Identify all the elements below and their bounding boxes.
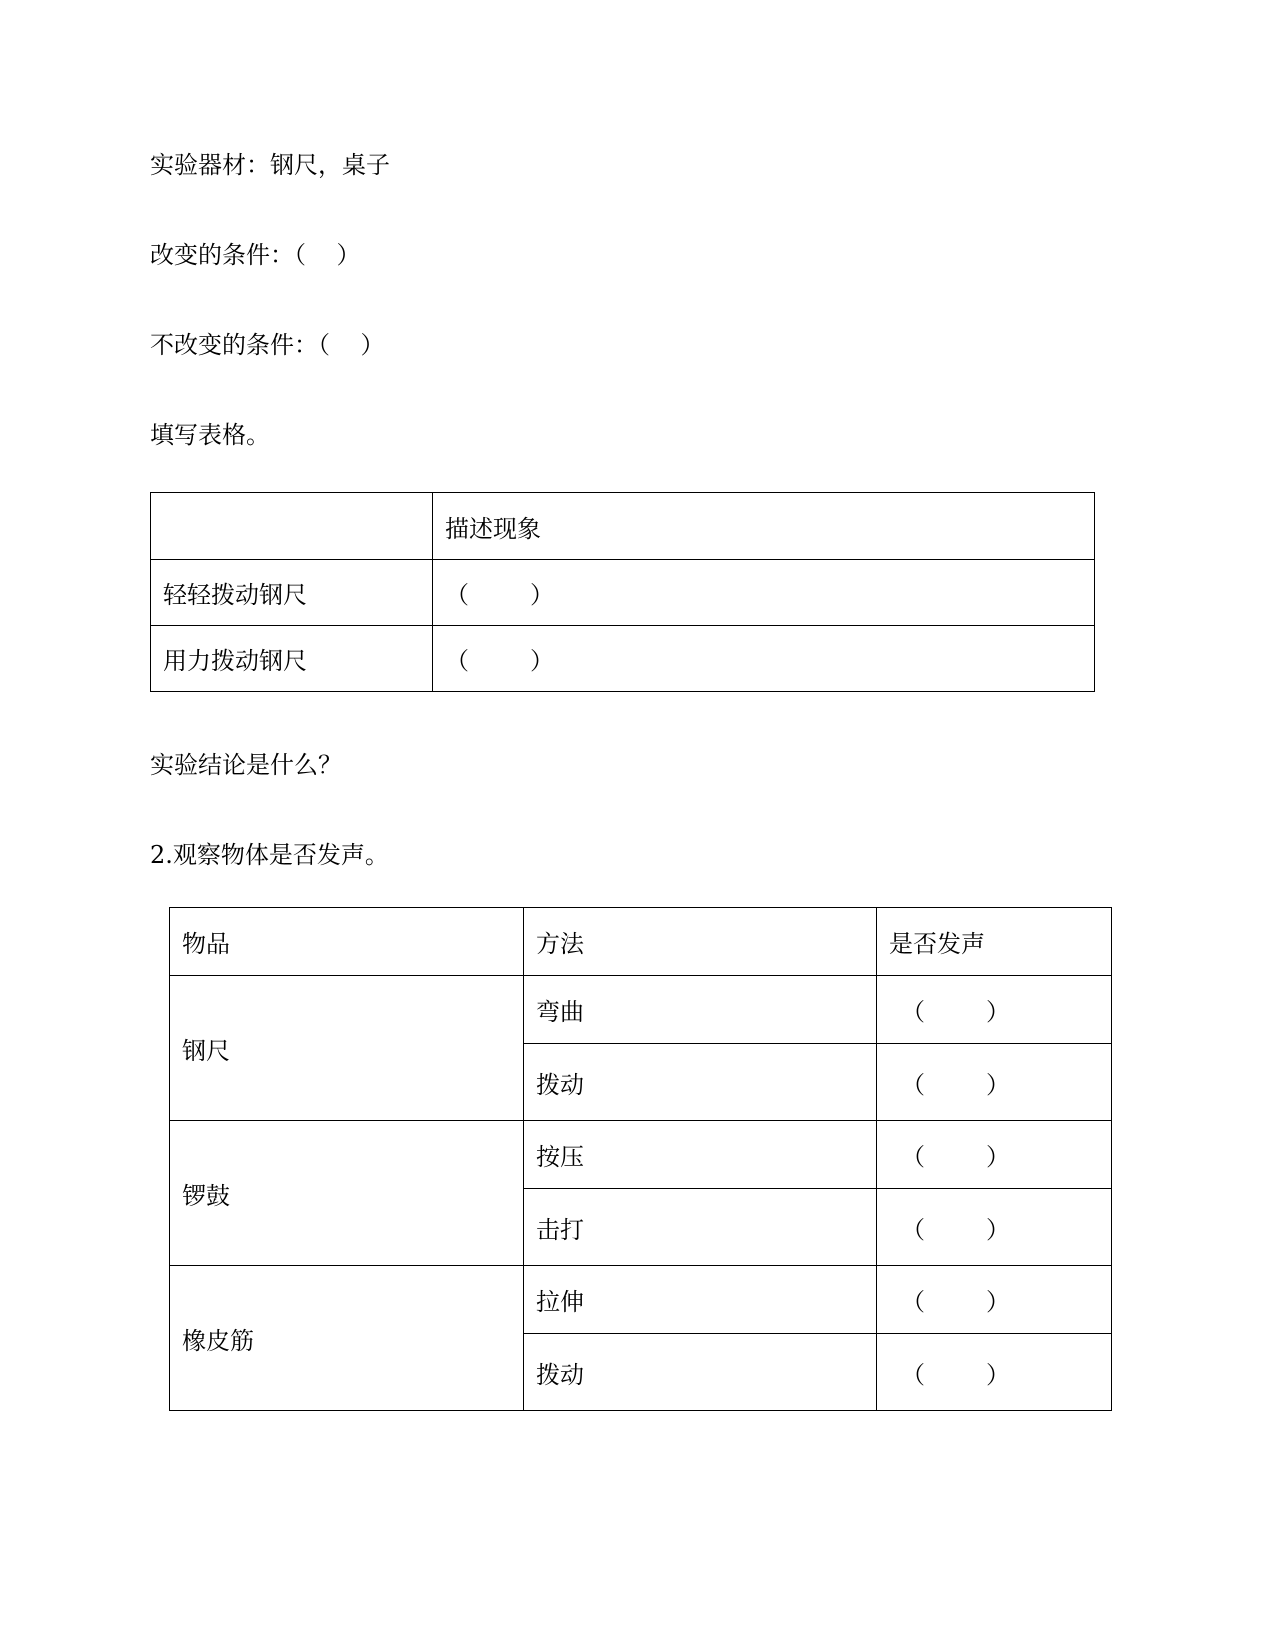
table-header-cell-method: 方法 [524, 908, 877, 976]
answer-blank[interactable]: （ ） [877, 1266, 1112, 1334]
table-cell-method: 按压 [524, 1121, 877, 1189]
table-row [170, 976, 1112, 1044]
answer-blank[interactable]: （ ） [877, 1334, 1112, 1411]
table-row [170, 1266, 1112, 1334]
answer-blank[interactable]: （ ） [433, 560, 1095, 626]
table-cell-item: 锣鼓 [170, 1121, 524, 1266]
table-cell-method: 拨动 [524, 1334, 877, 1411]
equipment-line: 实验器材：钢尺，桌子 [150, 151, 390, 179]
table-row [151, 626, 1095, 692]
conclusion-question: 实验结论是什么？ [150, 751, 342, 779]
table-row [170, 1121, 1112, 1189]
table-cell-method: 拉伸 [524, 1266, 877, 1334]
table-cell-method: 击打 [524, 1189, 877, 1266]
changed-condition-line: 改变的条件：（ ） [150, 241, 361, 269]
table-cell-item: 钢尺 [170, 976, 524, 1121]
answer-blank[interactable]: （ ） [877, 1121, 1112, 1189]
answer-blank[interactable]: （ ） [877, 976, 1112, 1044]
table-row [151, 560, 1095, 626]
table-header-cell-phenomenon: 描述现象 [433, 493, 1095, 560]
answer-blank[interactable]: （ ） [877, 1189, 1112, 1266]
answer-blank[interactable]: （ ） [433, 626, 1095, 692]
table-cell-method: 弯曲 [524, 976, 877, 1044]
table-cell-action: 轻轻拨动钢尺 [151, 560, 433, 626]
table-header-cell-item: 物品 [170, 908, 524, 976]
table-cell-item: 橡皮筋 [170, 1266, 524, 1411]
unchanged-condition-line: 不改变的条件：（ ） [150, 331, 385, 359]
table-cell-method: 拨动 [524, 1044, 877, 1121]
table-header-row [170, 908, 1112, 976]
fill-table-instruction: 填写表格。 [150, 421, 270, 449]
table-header-cell-sound: 是否发声 [877, 908, 1112, 976]
table-header-cell-empty [151, 493, 433, 560]
answer-blank[interactable]: （ ） [877, 1044, 1112, 1121]
table-header-row [151, 493, 1095, 560]
table-cell-action: 用力拨动钢尺 [151, 626, 433, 692]
section-2-title: 2.观察物体是否发声。 [150, 841, 389, 869]
sound-observation-table [169, 907, 1112, 1411]
phenomenon-table [150, 492, 1095, 692]
